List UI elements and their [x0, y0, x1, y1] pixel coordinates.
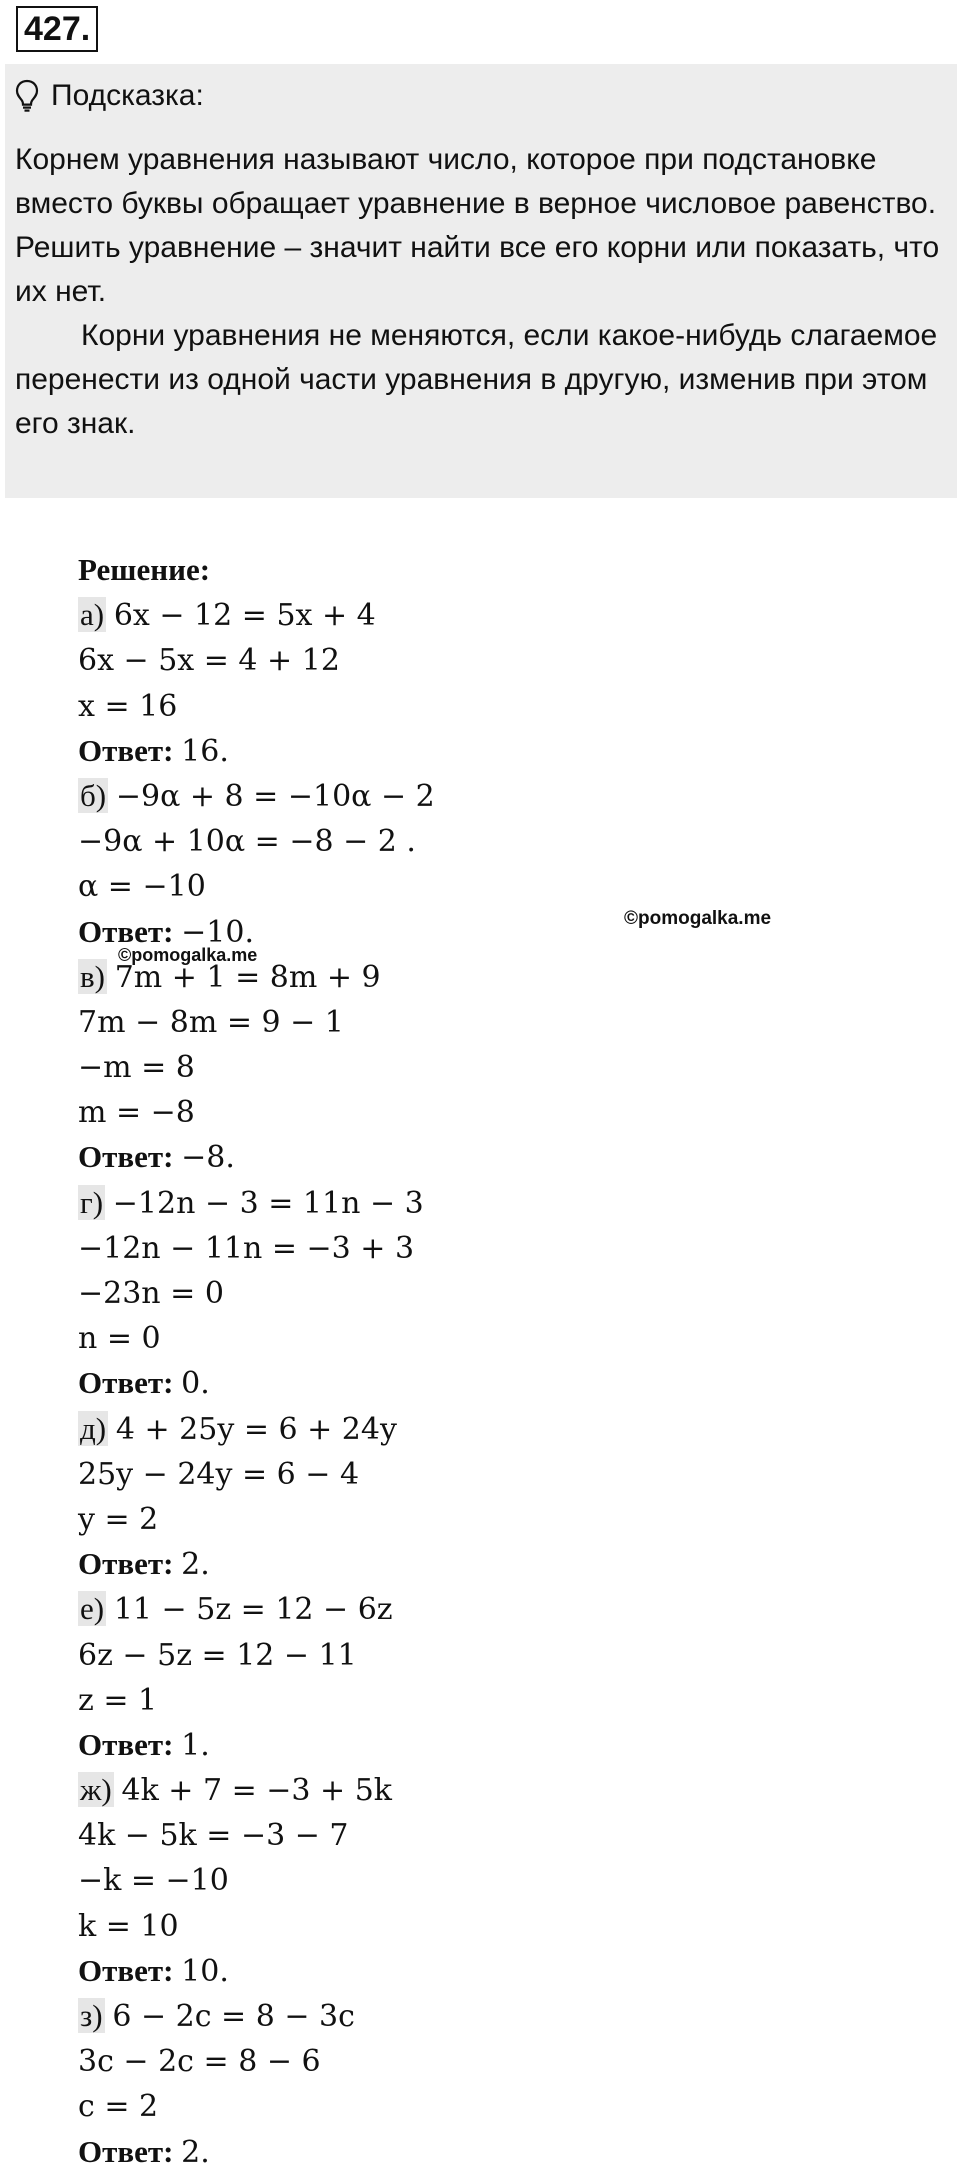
equation: 7m + 1 = 8m + 9	[114, 959, 381, 995]
part-label: з)	[80, 1998, 103, 2033]
answer-line	[78, 1948, 435, 1993]
answer-label: Ответ:	[78, 1365, 174, 1401]
equation: −12n − 3 = 11n − 3	[112, 1185, 424, 1221]
hint-paragraph: Корни уравнения не меняются, если какое-нибудь слагаемое перенести из одной части уравнения в другую, изменив при этом его знак.	[15, 319, 938, 440]
answer-label: Ответ:	[78, 1952, 174, 1988]
answer-value: 2.	[181, 2134, 210, 2170]
solution-step	[78, 1089, 435, 1134]
solution-step	[78, 2083, 435, 2128]
equation: α = −10	[78, 869, 206, 905]
equation: 6x − 5x = 4 + 12	[78, 643, 340, 679]
solution-step	[78, 1496, 435, 1541]
equation: −k = −10	[78, 1863, 229, 1899]
equation: −12n − 11n = −3 + 3	[78, 1230, 415, 1266]
solution-step	[78, 1632, 435, 1677]
answer-line	[78, 1360, 435, 1405]
hint-text	[15, 138, 945, 446]
equation: 6 − 2c = 8 − 3c	[112, 1999, 355, 2034]
part-label: а)	[80, 597, 105, 633]
solution-step	[78, 1225, 435, 1270]
hint-paragraph: Решить уравнение – значит найти все его корни или показать, что их нет.	[15, 231, 940, 308]
equation: 7m − 8m = 9 − 1	[78, 1004, 344, 1040]
answer-value: −8.	[181, 1140, 235, 1176]
part-label: б)	[80, 777, 107, 813]
watermark: ©pomogalka.me	[118, 945, 258, 965]
solution-step	[78, 818, 435, 863]
solution-step	[78, 592, 435, 637]
solution-step	[78, 1451, 435, 1496]
solution-step	[78, 1406, 435, 1451]
solution-step	[78, 1767, 435, 1812]
solution-step	[78, 683, 435, 728]
equation: n = 0	[78, 1321, 161, 1357]
equation: 4k + 7 = −3 + 5k	[121, 1773, 392, 1809]
part-label: ж)	[80, 1772, 112, 1808]
answer-line	[78, 1541, 435, 1586]
answer-value: 10.	[181, 1953, 229, 1989]
hint-box	[5, 64, 957, 498]
equation: 3c − 2c = 8 − 6	[78, 2044, 321, 2080]
solution-step	[78, 637, 435, 682]
answer-line	[78, 1134, 435, 1179]
equation: −23n = 0	[78, 1276, 224, 1311]
hint-paragraph: Корнем уравнения называют число, которое при подстановке вместо буквы обращает уравнение в верное числовое равенство.	[15, 143, 937, 220]
answer-label: Ответ:	[78, 732, 174, 768]
answer-line	[78, 2129, 435, 2174]
answer-value: 2.	[181, 1547, 210, 1583]
solution-step	[78, 1903, 435, 1948]
solution-step	[78, 2038, 435, 2083]
equation: k = 10	[78, 1908, 179, 1944]
equation: 11 − 5z = 12 − 6z	[113, 1592, 393, 1628]
equation: 6z − 5z = 12 − 11	[78, 1637, 357, 1673]
answer-value: 1.	[181, 1727, 210, 1763]
part-label: в)	[80, 958, 105, 994]
equation: 6x − 12 = 5x + 4	[113, 598, 376, 634]
equation: z = 1	[78, 1682, 158, 1718]
equation: c = 2	[78, 2089, 159, 2125]
solution-step	[78, 1044, 435, 1089]
solution-step	[78, 1993, 435, 2038]
part-label: г)	[80, 1184, 104, 1220]
task-number: 427.	[16, 6, 98, 52]
watermark: ©pomogalka.me	[624, 908, 772, 929]
solution-step	[78, 773, 435, 818]
equation: x = 16	[78, 688, 178, 724]
solution-step	[78, 1270, 435, 1315]
equation: −9α + 8 = −10α − 2	[115, 778, 435, 814]
answer-label: Ответ:	[78, 2133, 174, 2169]
answer-label: Ответ:	[78, 1726, 174, 1762]
solution-step	[78, 1812, 435, 1857]
solution-step	[78, 999, 435, 1044]
part-label: д)	[80, 1410, 107, 1446]
hint-title: Подсказка:	[51, 79, 204, 112]
answer-value: −10.	[181, 914, 255, 950]
equation: −9α + 10α = −8 − 2 .	[78, 824, 416, 860]
solution-title: Решение:	[78, 552, 211, 587]
solution	[78, 547, 435, 2174]
equation: m = −8	[78, 1095, 195, 1131]
solution-step	[78, 1180, 435, 1225]
answer-value: 16.	[181, 733, 229, 769]
answer-value: 0.	[181, 1366, 210, 1402]
solution-step	[78, 1677, 435, 1722]
lightbulb-icon	[15, 79, 39, 113]
part-label: е)	[80, 1591, 105, 1627]
answer-label: Ответ:	[78, 913, 174, 949]
answer-line	[78, 728, 435, 773]
equation: y = 2	[78, 1501, 159, 1537]
hint-header	[15, 76, 204, 116]
equation: 25y − 24y = 6 − 4	[78, 1456, 360, 1492]
equation: 4k − 5k = −3 − 7	[78, 1818, 349, 1854]
equation: −m = 8	[78, 1050, 195, 1086]
answer-label: Ответ:	[78, 1139, 174, 1175]
solution-step	[78, 1857, 435, 1902]
answer-line	[78, 1722, 435, 1767]
solution-step	[78, 1315, 435, 1360]
equation: 4 + 25y = 6 + 24y	[115, 1411, 397, 1447]
solution-step	[78, 1586, 435, 1631]
answer-label: Ответ:	[78, 1546, 174, 1582]
solution-step	[78, 863, 435, 908]
